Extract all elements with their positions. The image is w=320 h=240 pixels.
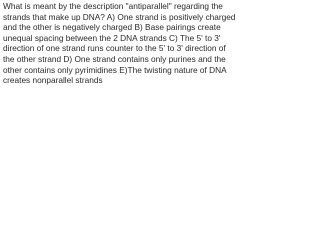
question-text bbox=[3, 1, 236, 86]
question-line: other contains only pyrimidines E)The twisting nature of DNA bbox=[3, 64, 227, 75]
question-line: What is meant by the description "antiparallel" regarding the bbox=[3, 1, 223, 11]
question-line: and the other is negatively charged B) Base pairings create bbox=[3, 22, 221, 33]
question-card bbox=[0, 0, 235, 88]
question-line: creates nonparallel strands bbox=[3, 75, 103, 86]
question-line: direction of one strand runs counter to the 5' to 3' direction of bbox=[3, 43, 226, 54]
question-line: the other strand D) One strand contains only purines and the bbox=[3, 53, 226, 64]
question-line: unequal spacing between the 2 DNA strands C) The 5' to 3' bbox=[3, 32, 221, 43]
question-line: strands that make up DNA? A) One strand is positively charged bbox=[3, 11, 236, 22]
